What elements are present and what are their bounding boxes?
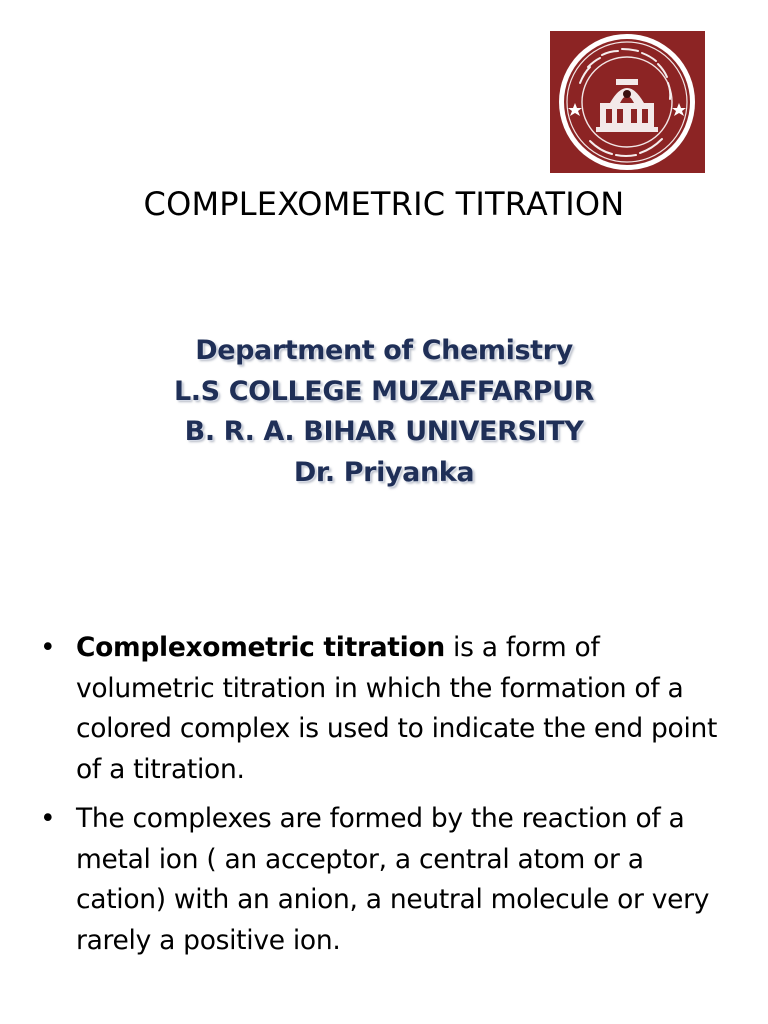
bullet-item bbox=[40, 628, 730, 790]
subtitle-university: B. R. A. BIHAR UNIVERSITY bbox=[184, 416, 584, 447]
bullet-marker: • bbox=[40, 632, 56, 663]
bullet-term: Complexometric titration bbox=[76, 632, 445, 663]
bullet-item bbox=[40, 799, 730, 961]
subtitle-college: L.S COLLEGE MUZAFFARPUR bbox=[174, 375, 594, 407]
slide-title: COMPLEXOMETRIC TITRATION bbox=[143, 185, 625, 223]
bullet-text: is a form of volumetric titration in which the formation of a colored complex is used to indicate the end point of a titration. bbox=[76, 632, 718, 785]
college-logo bbox=[550, 31, 705, 173]
subtitle-author: Dr. Priyanka bbox=[293, 456, 475, 488]
bullet-marker: • bbox=[40, 803, 56, 834]
bullet-text: The complexes are formed by the reaction of a metal ion ( an acceptor, a central atom or a cation) with an anion, a neutral molecule or very rarely a positive ion. bbox=[76, 803, 710, 956]
emblem-icon bbox=[550, 31, 705, 173]
bullet-list bbox=[40, 628, 730, 961]
subtitle-department: Department of Chemistry bbox=[195, 335, 573, 366]
slide-subtitle bbox=[0, 331, 768, 493]
